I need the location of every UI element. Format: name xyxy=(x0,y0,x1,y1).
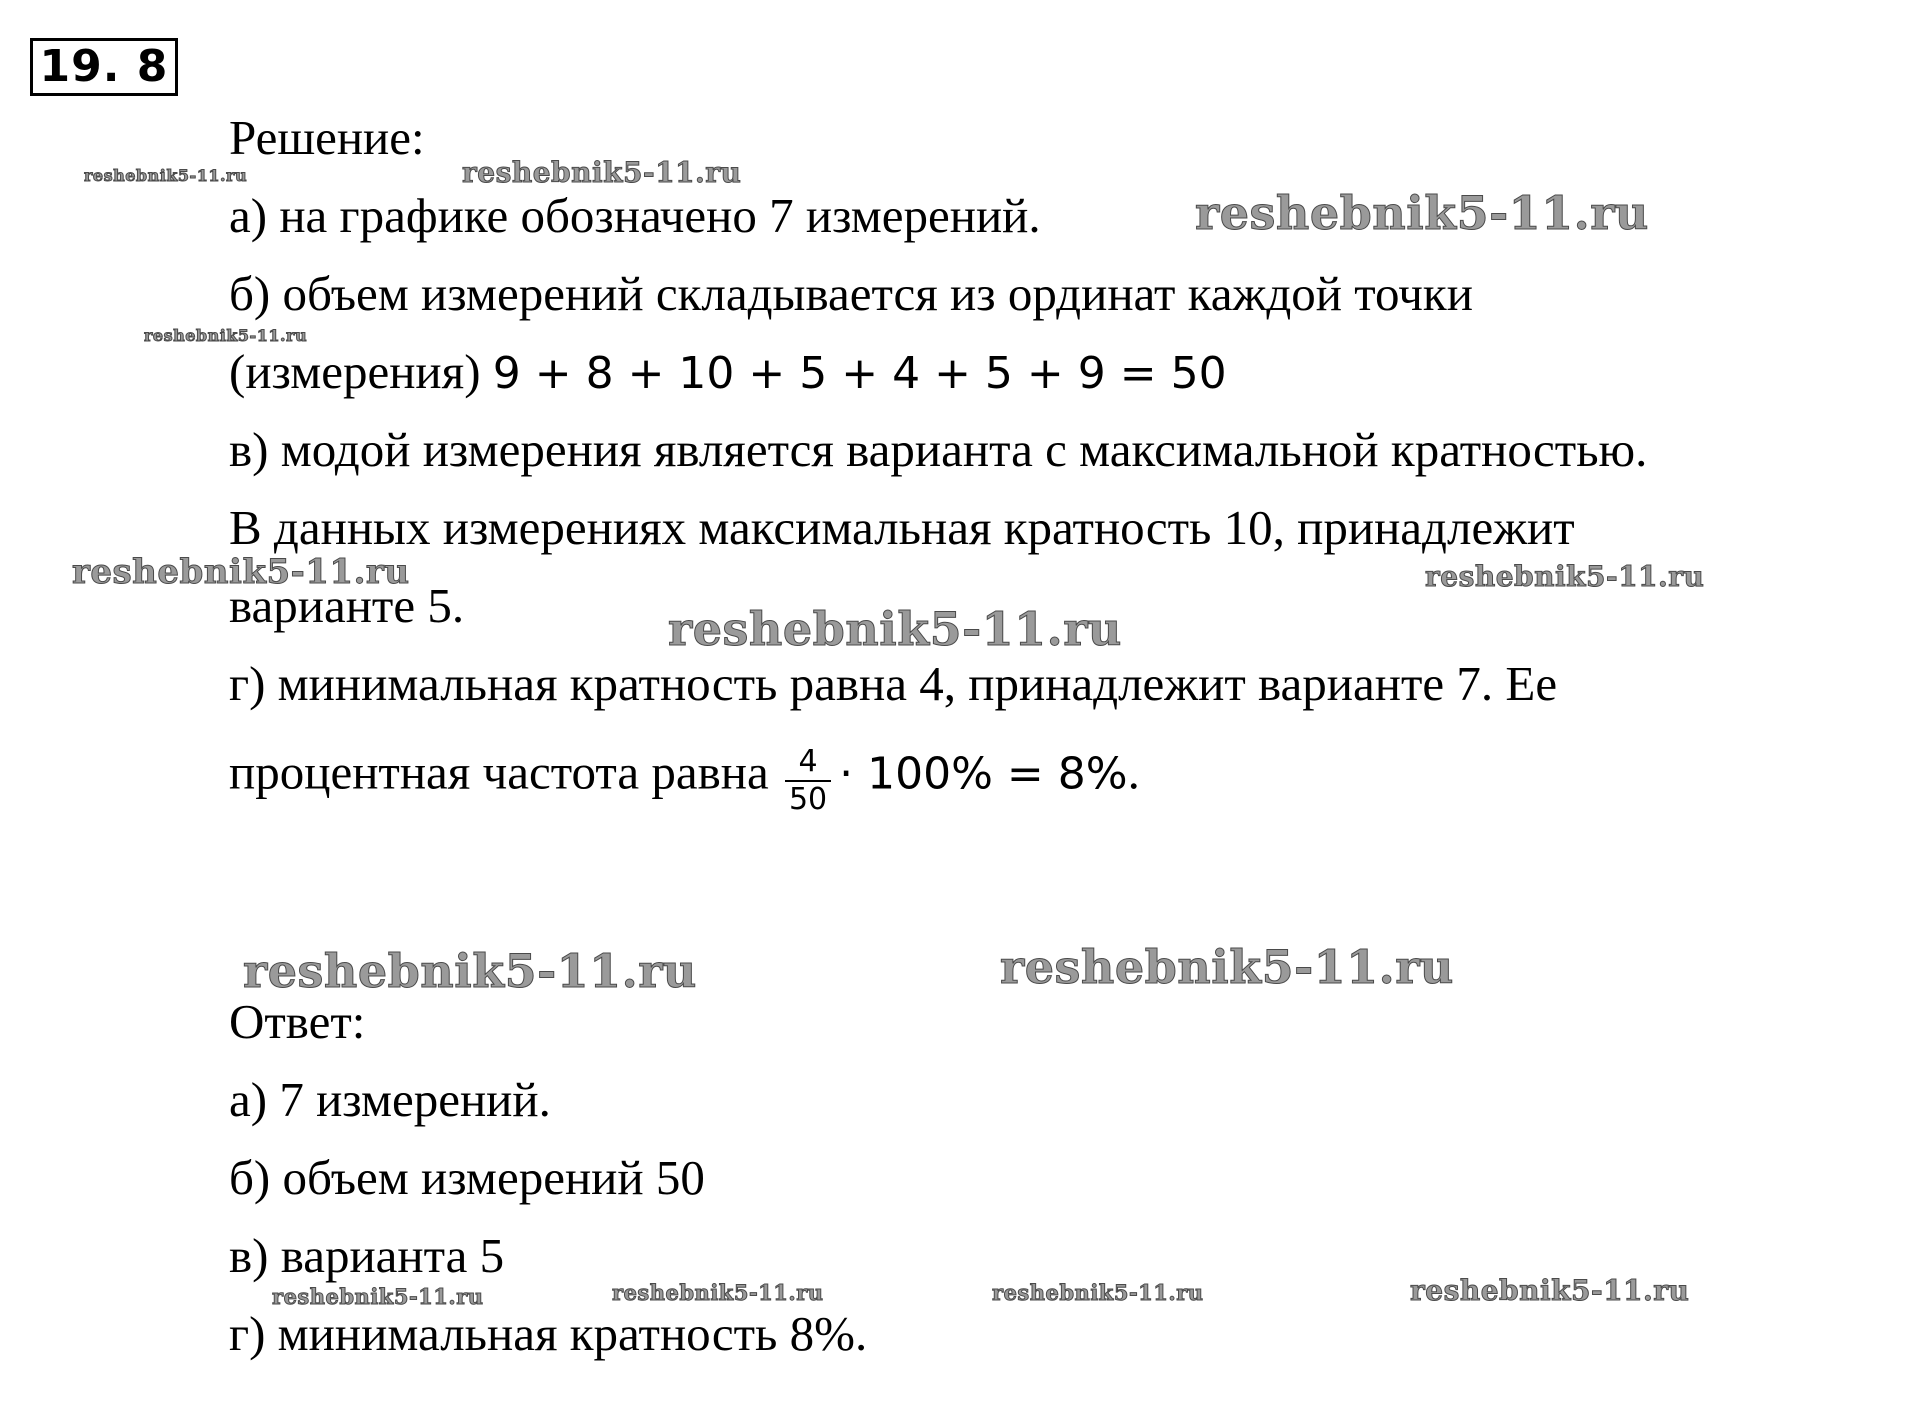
answer-b: б) объем измерений 50 xyxy=(229,1150,705,1205)
solution-line-b2 xyxy=(229,342,1227,404)
percent-equation: · 100% = 8% xyxy=(839,748,1128,800)
watermark: reshebnik5-11.ru xyxy=(612,1280,824,1305)
watermark: reshebnik5-11.ru xyxy=(243,944,697,998)
fraction xyxy=(785,744,831,818)
solution-heading: Решение: xyxy=(229,110,425,165)
solution-line-a: а) на графике обозначено 7 измерений. xyxy=(229,188,1041,243)
solution-line-v3: варианте 5. xyxy=(229,578,465,633)
watermark: reshebnik5-11.ru xyxy=(992,1280,1204,1305)
watermark: reshebnik5-11.ru xyxy=(1000,940,1454,994)
watermark: reshebnik5-11.ru xyxy=(144,326,308,345)
line-g2-end: . xyxy=(1127,744,1140,800)
solution-line-b1: б) объем измерений складывается из ординат каждой точки xyxy=(229,266,1473,321)
solution-line-v1: в) модой измерения является варианта с максимальной кратностью. xyxy=(229,422,1648,477)
answer-g: г) минимальная кратность 8%. xyxy=(229,1306,868,1361)
watermark: reshebnik5-11.ru xyxy=(462,156,742,189)
solution-line-v2: В данных измерениях максимальная кратность 10, принадлежит xyxy=(229,500,1575,555)
watermark: reshebnik5-11.ru xyxy=(1410,1274,1690,1307)
watermark: reshebnik5-11.ru xyxy=(668,602,1122,656)
problem-number: 19. 8 xyxy=(30,38,178,96)
line-b2-text: (измерения) xyxy=(229,344,493,399)
line-g2-text: процентная частота равна xyxy=(229,744,781,800)
fraction-denominator: 50 xyxy=(788,782,828,817)
answer-heading: Ответ: xyxy=(229,994,366,1049)
solution-line-g2 xyxy=(229,740,1140,817)
watermark: reshebnik5-11.ru xyxy=(84,166,248,185)
watermark: reshebnik5-11.ru xyxy=(1195,186,1649,240)
fraction-numerator: 4 xyxy=(785,744,831,782)
watermark: reshebnik5-11.ru xyxy=(272,1284,484,1309)
sum-equation: 9 + 8 + 10 + 5 + 4 + 5 + 9 = 50 xyxy=(492,348,1227,399)
solution-line-g1: г) минимальная кратность равна 4, принадлежит варианте 7. Ее xyxy=(229,656,1558,711)
answer-v: в) варианта 5 xyxy=(229,1228,505,1283)
watermark: reshebnik5-11.ru xyxy=(72,552,410,592)
answer-a: а) 7 измерений. xyxy=(229,1072,551,1127)
watermark: reshebnik5-11.ru xyxy=(1425,560,1705,593)
